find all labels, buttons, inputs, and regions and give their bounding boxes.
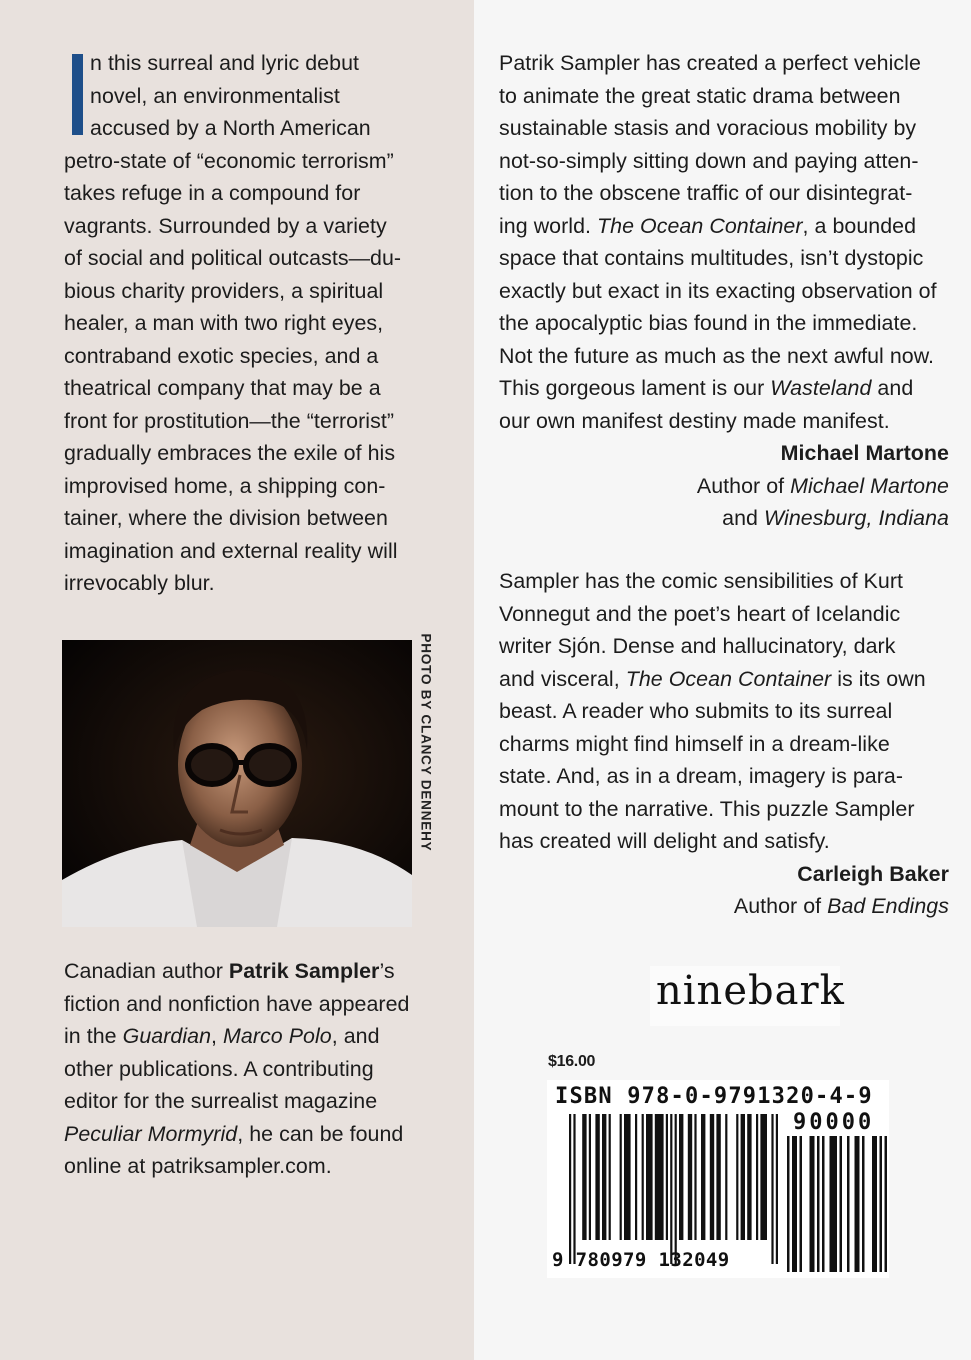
blurb-line: healer, a man with two right eyes,: [64, 311, 384, 335]
barcode-bar: [736, 1114, 738, 1240]
attribution-text: and: [722, 506, 764, 530]
barcode-bar: [582, 1114, 586, 1240]
quote-author: Michael Martone: [780, 441, 949, 465]
quote-line: [499, 663, 949, 696]
bio-line: online at patriksampler.com.: [64, 1154, 332, 1178]
barcode-bar: [855, 1136, 860, 1272]
review-quote-martone: [499, 47, 949, 535]
barcode-bar: [675, 1114, 677, 1264]
bio-text: , he can be found: [237, 1121, 404, 1146]
bio-line: other publications. A contributing: [64, 1056, 374, 1081]
book-title: Wasteland: [770, 376, 872, 400]
barcode-bar: [670, 1114, 672, 1264]
blurb-line: vagrants. Surrounded by a variety: [64, 213, 387, 238]
barcode-bar: [688, 1114, 692, 1240]
quote-attribution: [499, 502, 949, 535]
blurb-line: petro-state of “economic terrorism”: [64, 148, 394, 173]
quote-text: This gorgeous lament is our: [499, 376, 771, 400]
attribution-text: Author of: [696, 473, 791, 498]
photo-credit: [412, 633, 440, 852]
quote-author: Carleigh Baker: [797, 861, 949, 886]
bio-text: in the: [64, 1024, 123, 1048]
book-title: The Ocean Container: [625, 666, 832, 691]
blurb-line: contraband exotic species, and a: [64, 343, 379, 368]
book-blurb: [64, 47, 439, 600]
barcode-bar: [872, 1136, 877, 1272]
publication-title: Marco Polo: [223, 1024, 332, 1048]
quote-line: exactly but exact in its exacting observation of: [499, 278, 937, 303]
quote-line: beast. A reader who submits to its surreal: [499, 699, 893, 723]
barcode-bar: [710, 1114, 714, 1240]
blurb-line: takes refuge in a compound for: [64, 181, 361, 205]
book-title: The Ocean Container: [597, 213, 803, 238]
barcode-bar: [635, 1114, 637, 1240]
barcode-bar: [787, 1136, 790, 1272]
blurb-line: irrevocably blur.: [64, 571, 215, 595]
quote-attribution: [499, 890, 949, 923]
barcode-bar: [725, 1114, 727, 1240]
quote-text: and visceral,: [499, 666, 626, 691]
bio-text: ’s: [379, 959, 395, 983]
publication-title: Peculiar Mormyrid: [64, 1121, 238, 1146]
blurb-line: theatrical company that may be a: [64, 376, 381, 400]
quote-line: [499, 210, 949, 243]
publisher-logo: [650, 966, 845, 1026]
bio-line: fiction and nonfiction have appeared: [64, 991, 410, 1016]
quote-attribution: [499, 470, 949, 503]
barcode-bar: [760, 1114, 767, 1240]
quote-line: writer Sjón. Dense and hallucinatory, dark: [499, 634, 896, 658]
barcode-bar: [624, 1114, 631, 1240]
quote-line: space that contains multitudes, isn’t dystopic: [499, 246, 924, 270]
quote-line: state. And, as in a dream, imagery is para-: [499, 764, 904, 788]
bio-line: [64, 955, 444, 988]
quote-line: to animate the great static drama between: [499, 83, 901, 108]
blurb-line: novel, an environmentalist: [90, 83, 340, 108]
author-portrait-image: [62, 640, 412, 927]
barcode-bar: [609, 1114, 611, 1240]
barcode-bar: [810, 1136, 815, 1272]
barcode-bar: [694, 1114, 696, 1240]
blurb-line: n this surreal and lyric debut: [90, 51, 360, 75]
quote-line: charms might find himself in a dream-like: [499, 731, 890, 756]
publication-title: Guardian: [122, 1024, 212, 1048]
barcode-bar: [573, 1114, 575, 1264]
bio-text: Canadian author: [64, 959, 229, 983]
price-addon-number: 90000: [793, 1110, 875, 1135]
quote-line: Patrik Sampler has created a perfect vehicle: [499, 51, 921, 75]
barcode-bar: [569, 1114, 571, 1264]
barcode-bar: [642, 1114, 644, 1240]
bio-line: [64, 1020, 444, 1053]
bio-line: editor for the surrealist magazine: [64, 1089, 378, 1113]
barcode-bar: [847, 1136, 850, 1272]
quote-line: Vonnegut and the poet’s heart of Icelandic: [499, 601, 901, 626]
quote-line: tion to the obscene traffic of our disintegrat-: [499, 181, 913, 205]
barcode-bar: [776, 1114, 778, 1264]
attribution-text: Author of: [733, 894, 828, 918]
bio-text: , and: [331, 1024, 380, 1048]
isbn-barcode: [547, 1080, 889, 1278]
barcode-bar: [840, 1136, 843, 1272]
photo-credit-text: PHOTO BY CLANCY DENNEHY: [418, 633, 434, 852]
barcode-bar: [655, 1114, 664, 1240]
barcode-bar: [602, 1114, 606, 1240]
barcode-bar: [589, 1114, 591, 1240]
barcode-bar: [716, 1114, 720, 1240]
barcode-bar: [666, 1114, 668, 1240]
review-quote-baker: [499, 565, 949, 923]
barcode-bar: [862, 1136, 865, 1272]
barcode-bar: [701, 1114, 705, 1240]
quote-line: mount to the narrative. This puzzle Sampler: [499, 796, 915, 821]
barcode-bar: [800, 1136, 803, 1272]
barcode-bar: [822, 1136, 825, 1272]
book-title: Winesburg, Indiana: [763, 506, 949, 530]
quote-line: the apocalyptic bias found in the immediate.: [499, 311, 918, 335]
barcode-bar: [741, 1114, 745, 1240]
barcode-bar: [792, 1136, 797, 1272]
barcode-bar: [880, 1136, 883, 1272]
publisher-logo-text: ninebark: [656, 968, 845, 1014]
quote-line: our own manifest destiny made manifest.: [499, 408, 890, 433]
ean-digits: 9 780979 132049: [552, 1249, 730, 1271]
quote-line: has created will delight and satisfy.: [499, 829, 830, 853]
blurb-line: front for prostitution—the “terrorist”: [64, 408, 394, 433]
quote-line: sustainable stasis and voracious mobility by: [499, 116, 917, 140]
barcode-bar: [756, 1114, 758, 1240]
barcode-bar: [747, 1114, 751, 1240]
blurb-line: bious charity providers, a spiritual: [64, 278, 384, 303]
bio-text: ,: [211, 1024, 224, 1048]
author-name: Patrik Sampler: [228, 959, 380, 983]
quote-line: Sampler has the comic sensibilities of Kurt: [499, 569, 903, 593]
blurb-line: of social and political outcasts—du-: [64, 246, 402, 270]
blurb-line: tainer, where the division between: [64, 506, 388, 530]
book-title: Michael Martone: [790, 473, 949, 498]
isbn-text: ISBN 978-0-9791320-4-9: [555, 1084, 873, 1109]
barcode-bar: [771, 1114, 773, 1264]
blurb-line: improvised home, a shipping con-: [64, 473, 386, 498]
quote-text: and: [871, 376, 914, 400]
blurb-line: gradually embraces the exile of his: [64, 441, 396, 465]
quote-text: , a bounded: [802, 213, 917, 238]
blurb-line: accused by a North American: [90, 116, 371, 140]
barcode-bar: [885, 1136, 888, 1272]
quote-line: [499, 372, 949, 405]
price-label: $16.00: [548, 1053, 596, 1070]
bio-line: [64, 1118, 444, 1151]
barcode-bar: [620, 1114, 622, 1240]
quote-text: is its own: [831, 666, 926, 691]
book-title: Bad Endings: [827, 894, 949, 918]
quote-line: not-so-simply sitting down and paying atten-: [499, 148, 919, 173]
author-photo: [62, 640, 412, 927]
quote-text: ing world.: [499, 213, 598, 238]
barcode-bar: [646, 1114, 653, 1240]
quote-line: Not the future as much as the next awful now.: [499, 343, 935, 368]
barcode-bar: [817, 1136, 820, 1272]
blurb-line: imagination and external reality will: [64, 538, 398, 563]
barcode-bar: [679, 1114, 683, 1240]
author-bio: [64, 955, 444, 1183]
barcode-bar: [595, 1114, 599, 1240]
barcode-bar: [830, 1136, 838, 1272]
